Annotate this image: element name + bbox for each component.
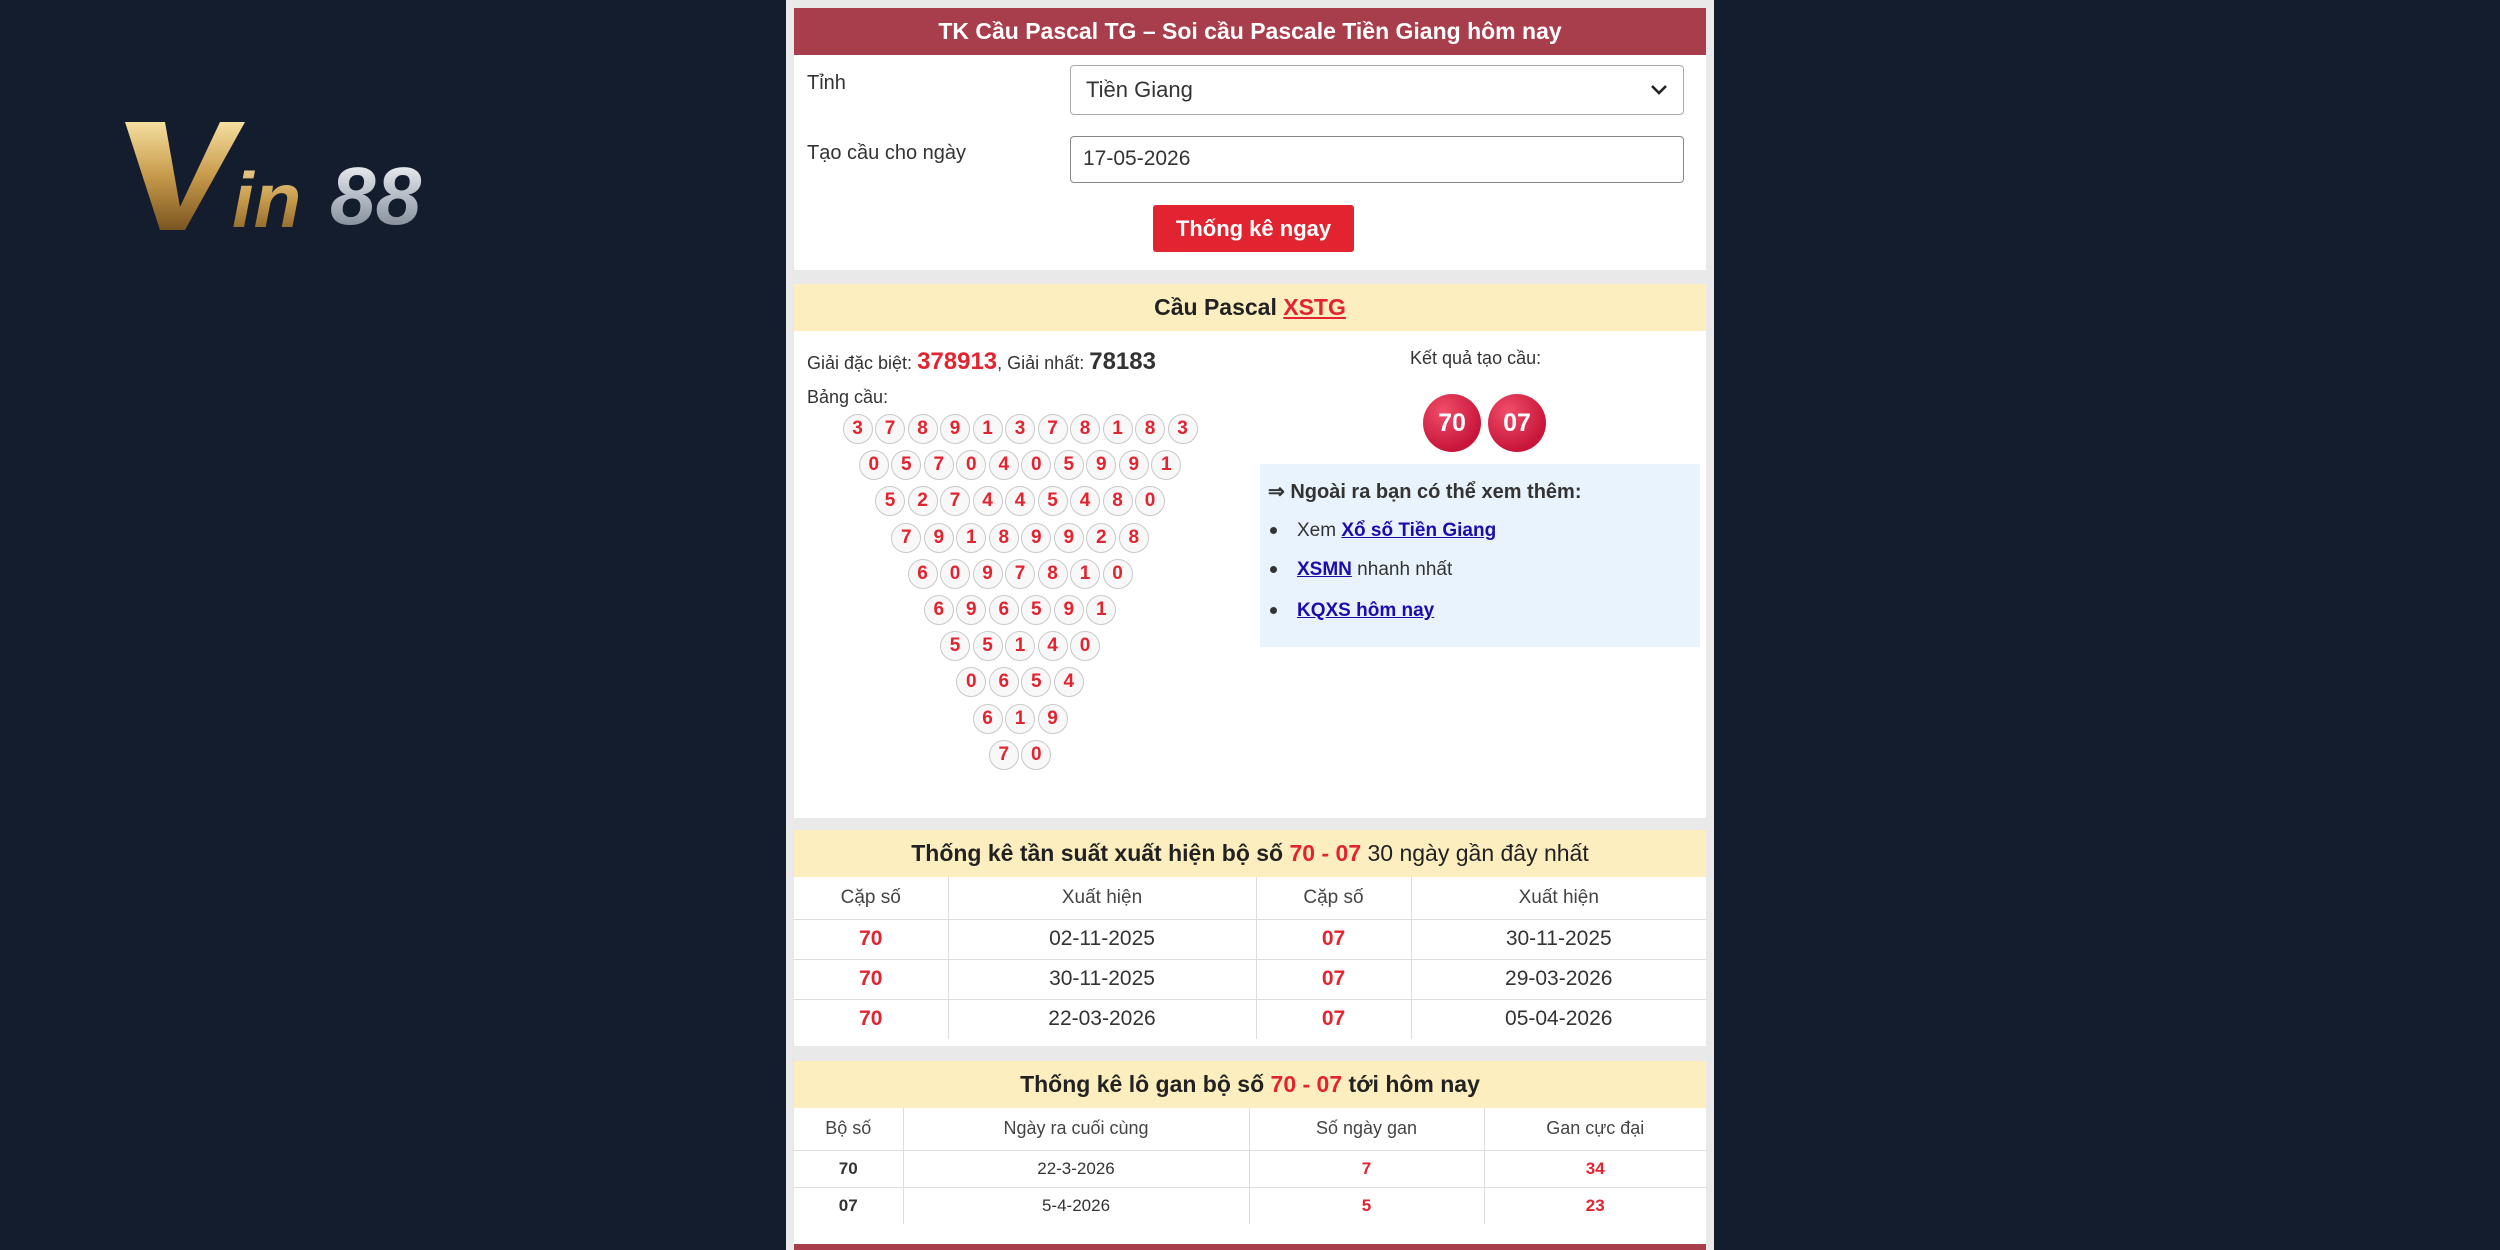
pascal-digit: 4 [1005,486,1035,516]
pascal-digit: 7 [891,523,921,553]
vin88-logo[interactable] [120,112,490,242]
result-ball: 70 [1423,394,1481,452]
table-header: Xuất hiện [1518,886,1599,908]
table-header: Cặp số [1256,877,1411,919]
pascal-digit: 0 [1103,559,1133,589]
xsmn-link[interactable]: XSMN [1297,559,1352,580]
svg-text:88: 88 [330,151,422,242]
pascal-digit: 8 [1119,523,1149,553]
province-select[interactable] [1070,65,1684,115]
list-item [1268,600,1434,622]
pascal-digit: 8 [1038,559,1068,589]
pascal-digit: 0 [1021,740,1051,770]
pascal-digit: 1 [1103,414,1133,444]
form-title: TK Cầu Pascal TG – Soi cầu Pascale Tiền Giang hôm nay [794,8,1706,55]
pascal-digit: 1 [1005,631,1035,661]
pascal-digit: 2 [1086,523,1116,553]
table-header: Xuất hiện [948,877,1256,919]
pascal-digit: 4 [1054,667,1084,697]
prize-line: Giải đặc biệt: 378913, Giải nhất: 78183 [807,348,1156,375]
xstg-link[interactable]: XSTG [1283,294,1346,320]
pascal-digit: 5 [973,631,1003,661]
pascal-digit: 9 [956,595,986,625]
pascal-digit: 7 [1038,414,1068,444]
gan-title: Thống kê lô gan bộ số 70 - 07 tới hôm nay [794,1061,1706,1108]
pascal-digit: 8 [1103,486,1133,516]
more-title: ⇒ Ngoài ra bạn có thể xem thêm: [1268,481,1582,503]
table-header: Gan cực đại [1546,1118,1645,1139]
frequency-title: Thống kê tần suất xuất hiện bộ số 70 - 07 30 ngày gần đây nhất [794,830,1706,877]
pascal-digit: 6 [924,595,954,625]
pascal-digit: 0 [1135,486,1165,516]
table-header: Cặp số [794,877,948,919]
pascal-digit: 1 [1005,704,1035,734]
result-ball: 07 [1488,394,1546,452]
pascal-digit: 9 [1086,450,1116,480]
pascal-digit: 5 [1054,450,1084,480]
frequency-table [794,877,1706,1039]
pascal-digit: 0 [1021,450,1051,480]
xo-so-tien-giang-link[interactable]: Xổ số Tiền Giang [1341,520,1497,541]
pascal-digit: 9 [1021,523,1051,553]
special-prize-value: 378913 [917,348,998,375]
result-label: Kết quả tạo cầu: [1410,348,1542,368]
pascal-digit: 5 [1021,595,1051,625]
table-header: Số ngày gan [1249,1108,1484,1150]
more-links-box [1260,464,1700,647]
pascal-digit: 4 [1038,631,1068,661]
bottom-strip [794,1244,1706,1250]
pascal-digit: 8 [1135,414,1165,444]
pascal-digit: 6 [989,667,1019,697]
table-row: 70 22-03-2026 07 05-04-2026 [794,999,1706,1039]
pascal-digit: 0 [956,667,986,697]
province-label: Tỉnh [807,72,846,94]
pascal-digit: 0 [940,559,970,589]
pascal-digit: 1 [1151,450,1181,480]
pascal-digit: 3 [1168,414,1198,444]
chevron-down-icon [1649,66,1669,114]
pascal-digit: 4 [973,486,1003,516]
pascal-digit: 9 [940,414,970,444]
submit-button[interactable]: Thống kê ngay [1153,205,1354,252]
pascal-digit: 0 [956,450,986,480]
main-column [786,0,1714,1250]
pascal-digit: 4 [1070,486,1100,516]
pascal-digit: 5 [1021,667,1051,697]
pascal-digit: 6 [908,559,938,589]
pascal-digit: 4 [989,450,1019,480]
pascal-digit: 8 [908,414,938,444]
pascal-digit: 7 [989,740,1019,770]
pascal-digit: 7 [940,486,970,516]
pascal-digit: 1 [1070,559,1100,589]
first-prize-value: 78183 [1089,348,1156,375]
date-label: Tạo cầu cho ngày [807,142,966,164]
table-header: Ngày ra cuối cùng [903,1108,1249,1150]
pascal-title: Cầu Pascal XSTG [794,284,1706,331]
table-row: 70 02-11-2025 07 30-11-2025 [794,919,1706,959]
table-row: 70 22-3-2026 7 34 [794,1150,1706,1187]
board-label: Bảng cầu: [807,387,889,407]
pascal-digit: 5 [940,631,970,661]
kqxs-link[interactable]: KQXS hôm nay [1297,600,1435,621]
province-value: Tiền Giang [1086,77,1193,102]
pascal-digit: 8 [1070,414,1100,444]
pascal-digit: 7 [1005,559,1035,589]
pascal-digit: 9 [1054,523,1084,553]
table-header: Bộ số [794,1108,903,1150]
gan-panel [794,1061,1706,1246]
pascal-digit: 0 [1070,631,1100,661]
pascal-digit: 3 [843,414,873,444]
pascal-digit: 6 [973,704,1003,734]
date-input[interactable]: 17-05-2026 [1070,136,1684,183]
pascal-digit: 7 [875,414,905,444]
pascal-digit: 9 [1119,450,1149,480]
list-item: Xem Xổ số Tiền Giang [1268,520,1496,542]
table-row: 07 5-4-2026 5 23 [794,1187,1706,1224]
pascal-digit: 9 [973,559,1003,589]
pascal-digit: 5 [875,486,905,516]
gan-table [794,1108,1706,1224]
list-item: XSMN nhanh nhất [1268,559,1452,581]
pascal-digit: 9 [1054,595,1084,625]
pascal-panel [794,284,1706,818]
pascal-digit: 6 [989,595,1019,625]
pascal-digit: 2 [908,486,938,516]
pascal-digit: 9 [1038,704,1068,734]
pascal-digit: 3 [1005,414,1035,444]
pascal-digit: 1 [1086,595,1116,625]
pascal-digit: 5 [891,450,921,480]
pascal-digit: 8 [989,523,1019,553]
table-row: 70 30-11-2025 07 29-03-2026 [794,959,1706,999]
pascal-digit: 5 [1038,486,1068,516]
pascal-digit: 0 [859,450,889,480]
pascal-digit: 1 [956,523,986,553]
pascal-digit: 9 [924,523,954,553]
pascal-digit: 1 [973,414,1003,444]
svg-text:in: in [232,156,302,242]
pascal-digit: 7 [924,450,954,480]
form-panel [794,8,1706,270]
frequency-panel [794,830,1706,1046]
